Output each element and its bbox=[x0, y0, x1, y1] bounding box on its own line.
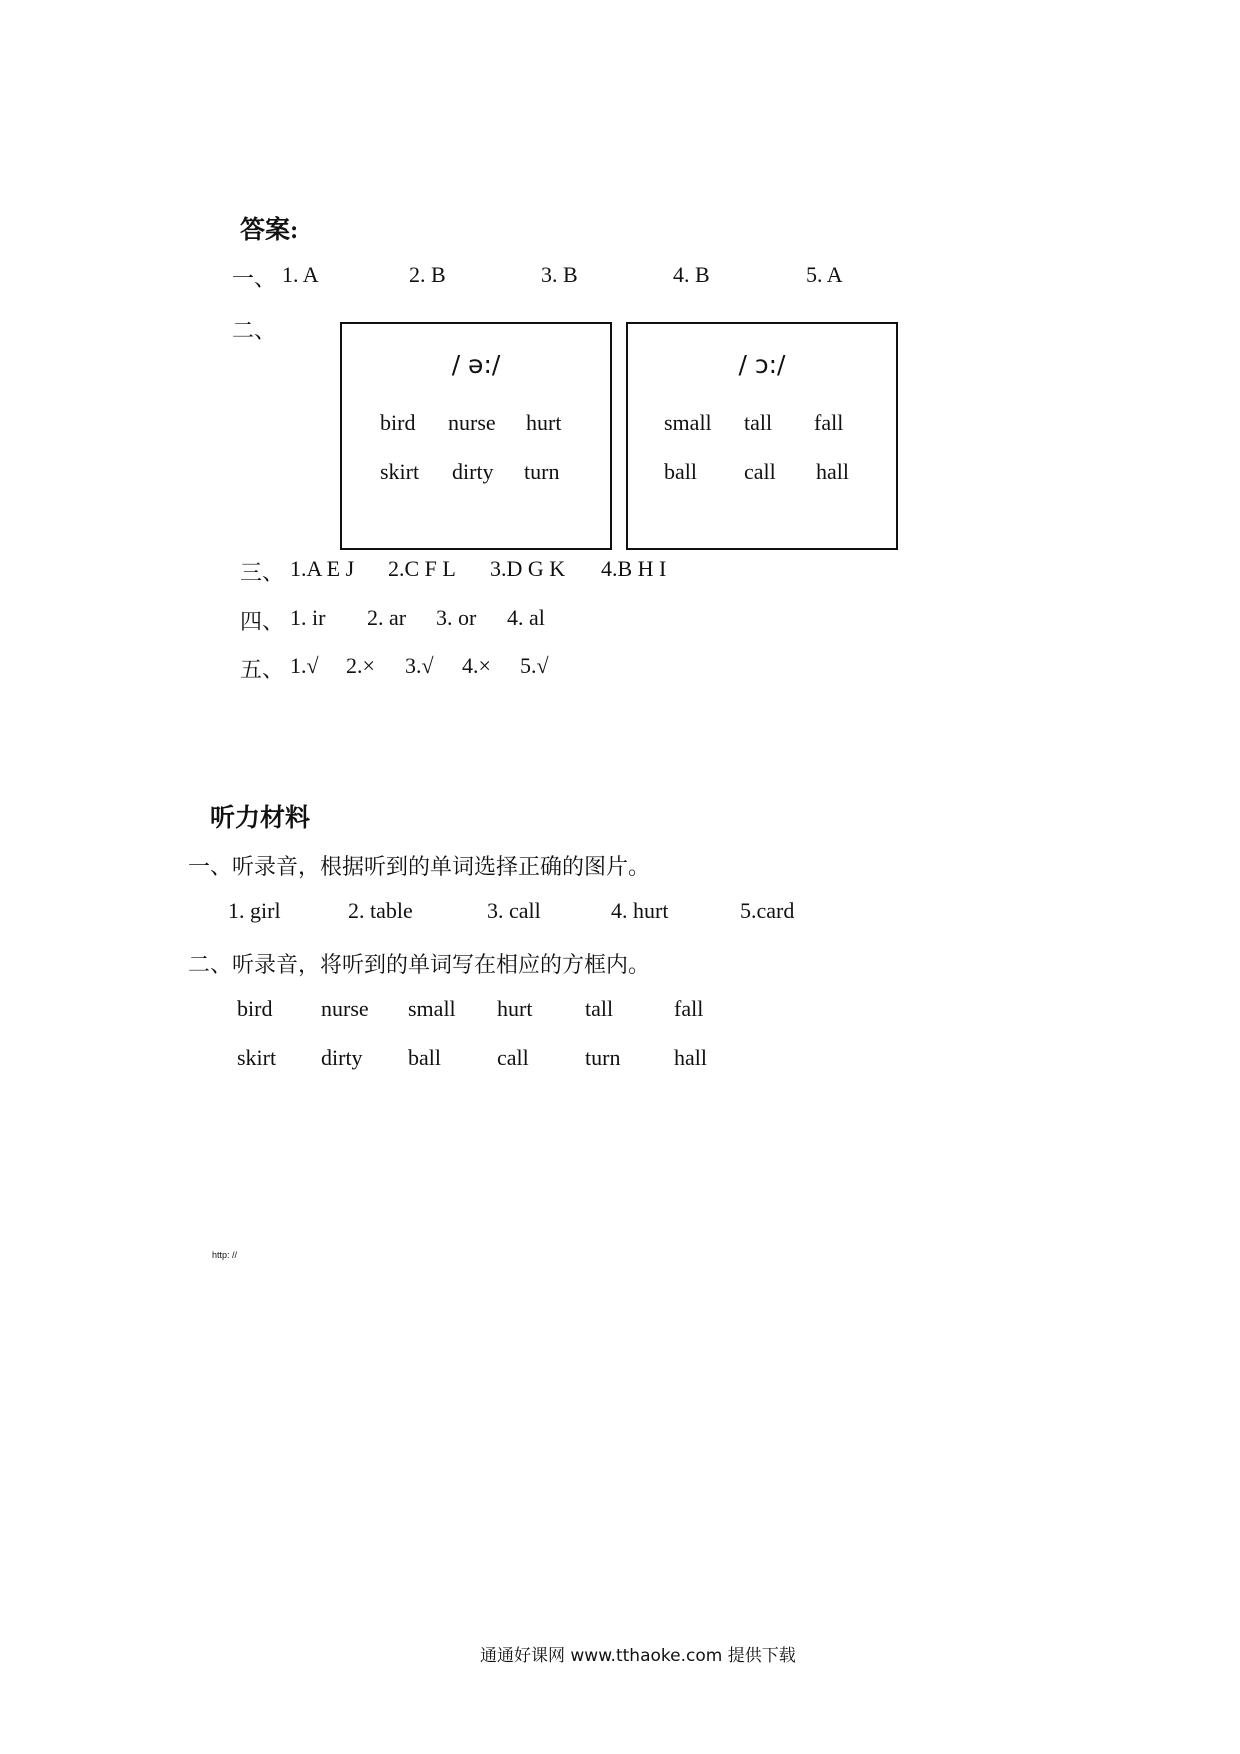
box-word: skirt bbox=[380, 459, 420, 484]
box-word: fall bbox=[814, 410, 844, 435]
section5-label: 五、 bbox=[240, 657, 285, 682]
listening-part1-instruction: 一、听录音，根据听到的单词选择正确的图片。 bbox=[188, 854, 651, 879]
listening-part2-word: small bbox=[408, 996, 456, 1021]
listening-part2-word: nurse bbox=[321, 996, 369, 1021]
section3-item: 4.B H I bbox=[601, 556, 667, 581]
listening-part1-item: 5.card bbox=[740, 898, 795, 923]
section1-label: 一、 bbox=[232, 266, 277, 291]
box-word: turn bbox=[524, 459, 560, 484]
small-url-text: http: // bbox=[212, 1250, 238, 1260]
section5-item: 2.× bbox=[346, 653, 375, 678]
listening-part2-word: dirty bbox=[321, 1045, 363, 1070]
listening-part1-item: 2. table bbox=[348, 898, 413, 923]
box-word: dirty bbox=[452, 459, 494, 484]
section1-item: 1. A bbox=[282, 262, 319, 287]
listening-part1-item: 4. hurt bbox=[611, 898, 669, 923]
section4-item: 1. ir bbox=[290, 605, 326, 630]
listening-part2-instruction: 二、听录音，将听到的单词写在相应的方框内。 bbox=[188, 952, 651, 977]
section3-item: 2.C F L bbox=[388, 556, 456, 581]
section3-item: 1.A E J bbox=[290, 556, 355, 581]
phonetic-symbol: / ɔ:/ bbox=[738, 350, 786, 379]
phonetic-symbol: / ə:/ bbox=[451, 350, 501, 379]
section4-label: 四、 bbox=[240, 609, 285, 634]
box-word: small bbox=[664, 410, 712, 435]
phonetic-box-er bbox=[340, 322, 612, 550]
box-word: tall bbox=[744, 410, 773, 435]
section1-item: 2. B bbox=[409, 262, 446, 287]
listening-part2-word: hurt bbox=[497, 996, 533, 1021]
box-word: bird bbox=[380, 410, 416, 435]
box-word: nurse bbox=[448, 410, 496, 435]
listening-part2-word: ball bbox=[408, 1045, 441, 1070]
section3-item: 3.D G K bbox=[490, 556, 566, 581]
listening-part2-word: turn bbox=[585, 1045, 621, 1070]
listening-part2-word: skirt bbox=[237, 1045, 277, 1070]
section4-item: 2. ar bbox=[367, 605, 407, 630]
listening-part2-word: bird bbox=[237, 996, 273, 1021]
section1-item: 4. B bbox=[673, 262, 710, 287]
box-word: call bbox=[744, 459, 776, 484]
listening-heading: 听力材料 bbox=[210, 805, 311, 832]
box-word: hurt bbox=[526, 410, 562, 435]
listening-part2-word: tall bbox=[585, 996, 614, 1021]
footer-text: 通通好课网 www.tthaoke.com 提供下载 bbox=[480, 1646, 796, 1666]
section5-item: 1.√ bbox=[290, 653, 319, 678]
box-word: ball bbox=[664, 459, 697, 484]
box-word: hall bbox=[816, 459, 849, 484]
section4-item: 3. or bbox=[436, 605, 477, 630]
listening-part1-item: 1. girl bbox=[228, 898, 281, 923]
section2-label: 二、 bbox=[232, 318, 277, 343]
section1-item: 3. B bbox=[541, 262, 578, 287]
section5-item: 3.√ bbox=[405, 653, 434, 678]
listening-part2-word: hall bbox=[674, 1045, 707, 1070]
listening-part2-word: fall bbox=[674, 996, 704, 1021]
section5-item: 4.× bbox=[462, 653, 491, 678]
answers-heading: 答案: bbox=[240, 217, 299, 244]
listening-part1-item: 3. call bbox=[487, 898, 541, 923]
phonetic-box-or bbox=[626, 322, 898, 550]
listening-part2-word: call bbox=[497, 1045, 529, 1070]
section1-item: 5. A bbox=[806, 262, 843, 287]
section3-label: 三、 bbox=[240, 560, 285, 585]
section5-item: 5.√ bbox=[520, 653, 549, 678]
section4-item: 4. al bbox=[507, 605, 545, 630]
